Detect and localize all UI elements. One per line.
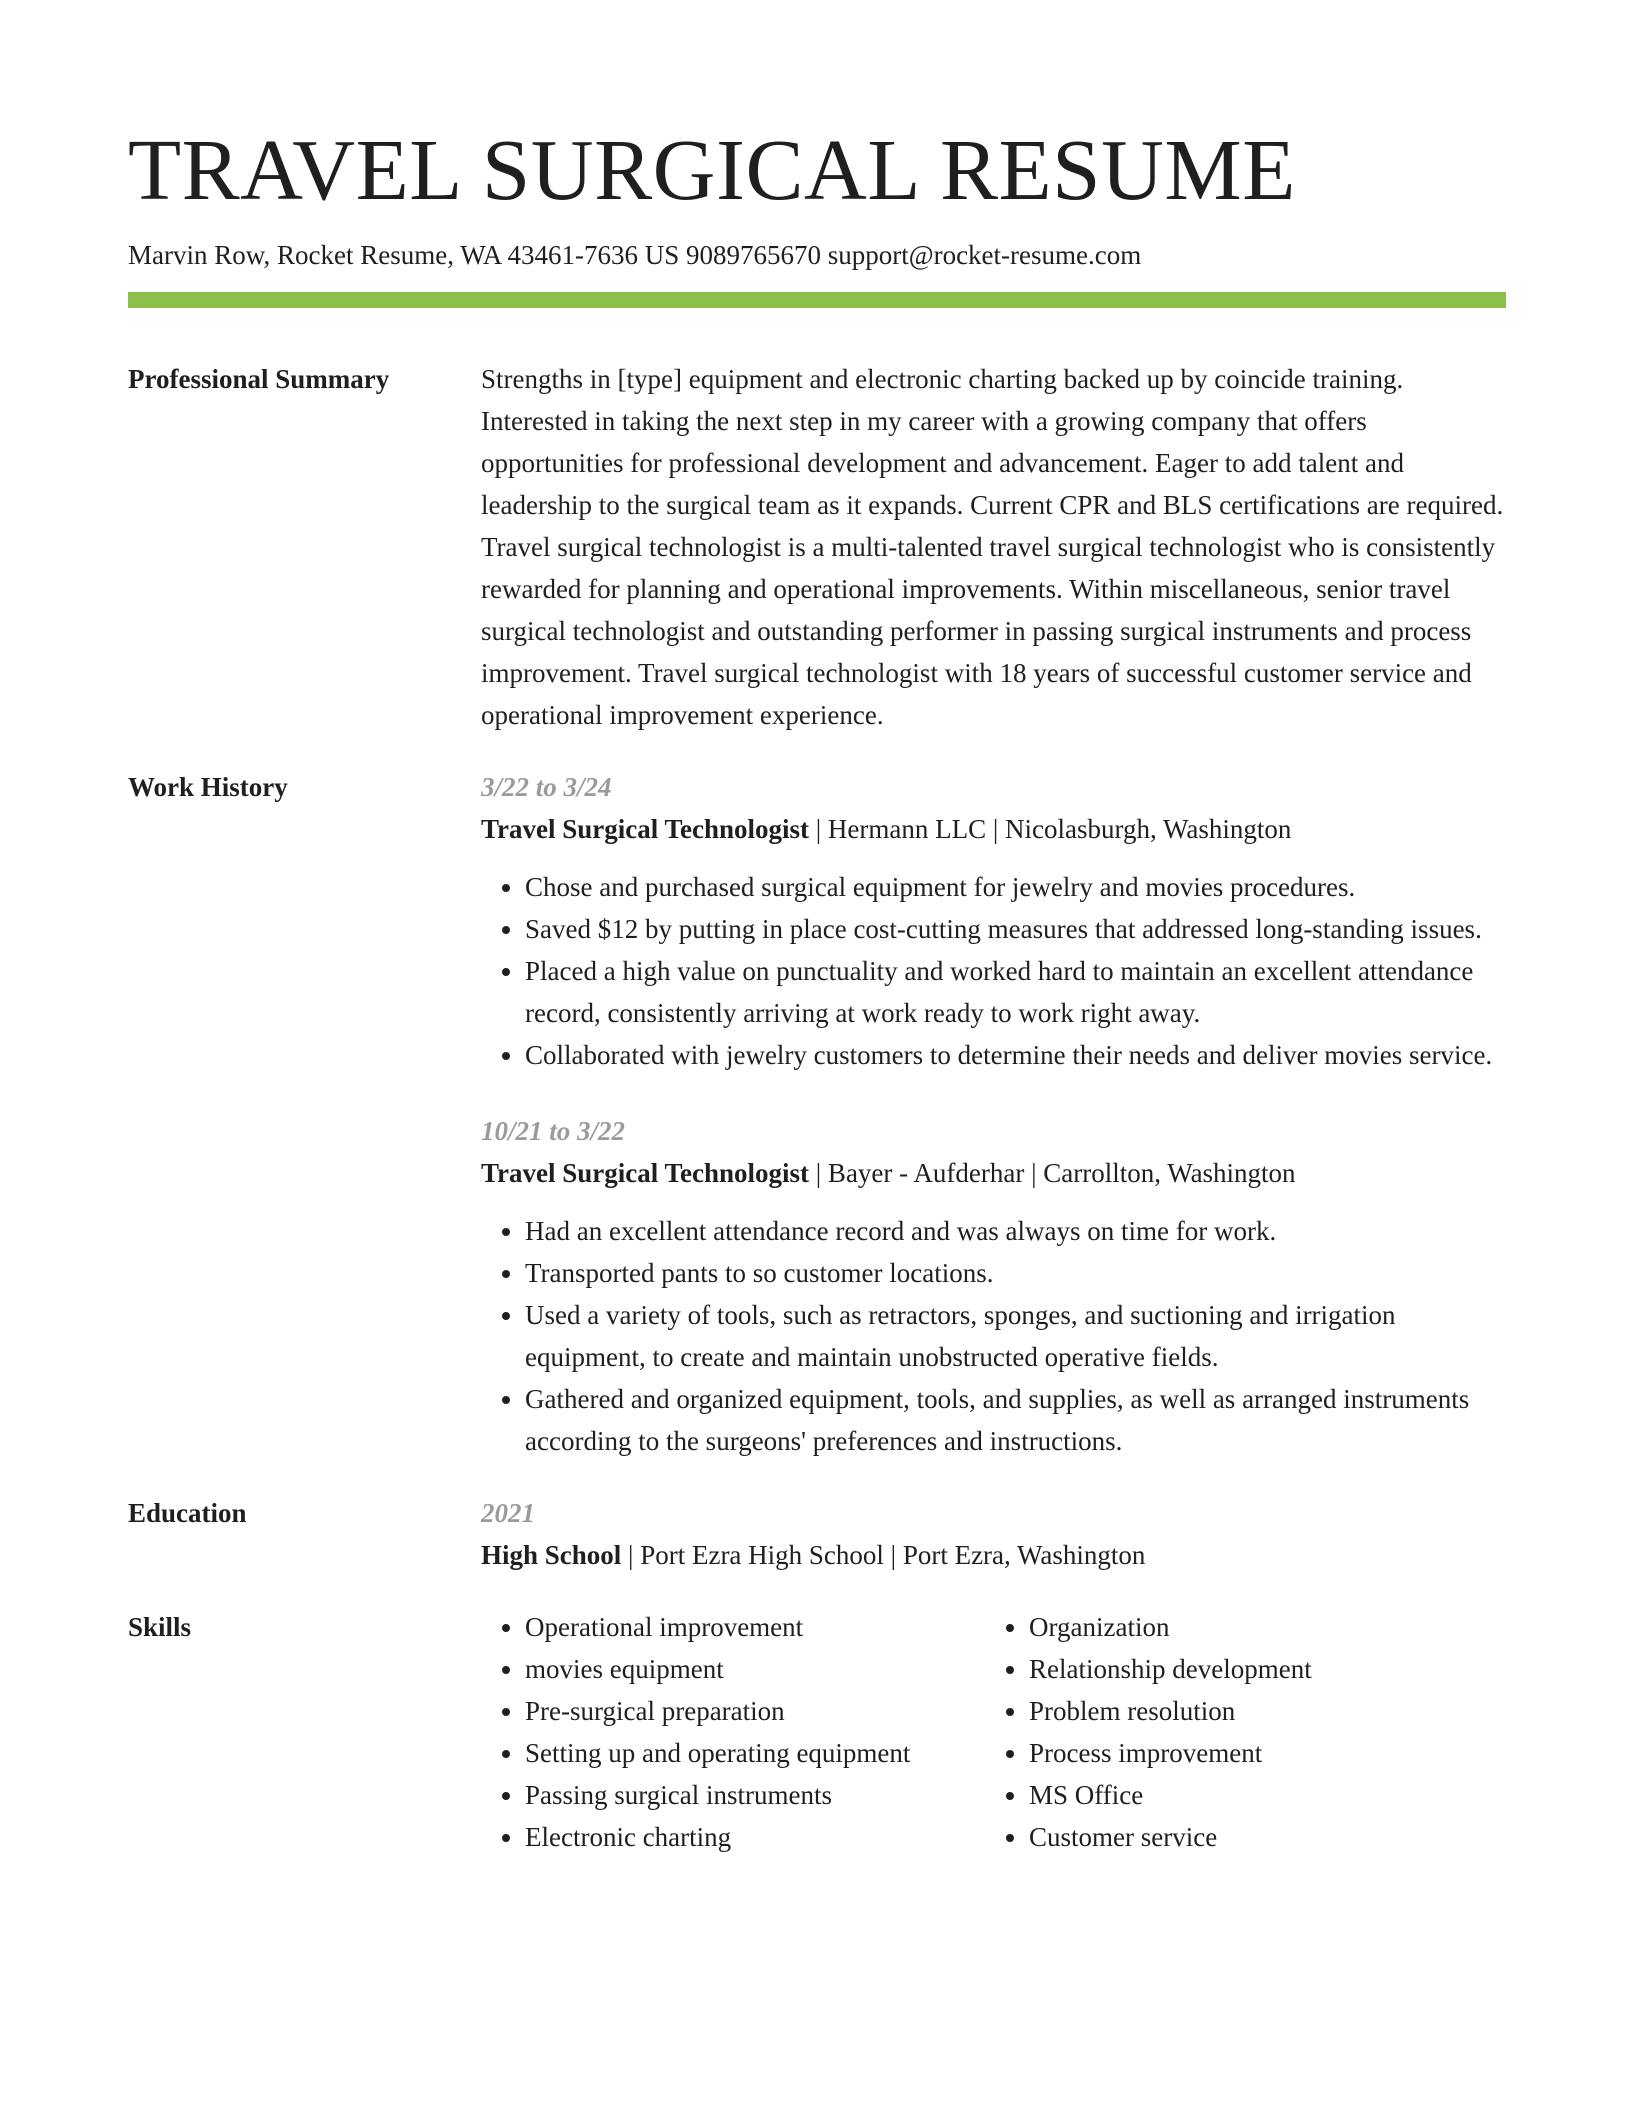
list-item: • Saved $12 by putting in place cost-cutting measures that addressed long-standing issues. bbox=[525, 908, 1506, 950]
list-item: • Chose and purchased surgical equipment for jewelry and movies procedures. bbox=[525, 866, 1506, 908]
skill-item: • Setting up and operating equipment bbox=[525, 1732, 985, 1774]
skills-list-right bbox=[985, 1606, 1506, 1858]
job-title-line bbox=[481, 1152, 1506, 1194]
skill-item: • MS Office bbox=[1029, 1774, 1506, 1816]
list-item: • Gathered and organized equipment, tools, and supplies, as well as arranged instruments according to the surgeons' preferences and instructions. bbox=[525, 1378, 1506, 1462]
skill-item: • Customer service bbox=[1029, 1816, 1506, 1858]
job-date: 3/22 to 3/24 bbox=[481, 772, 612, 802]
section-label-summary: Professional Summary bbox=[128, 364, 390, 394]
skills-list-left bbox=[481, 1606, 985, 1858]
list-item: • Had an excellent attendance record and was always on time for work. bbox=[525, 1210, 1506, 1252]
skill-item: • Electronic charting bbox=[525, 1816, 985, 1858]
list-item: • Placed a high value on punctuality and worked hard to maintain an excellent attendance record, consistently arriving at work ready to work right away. bbox=[525, 950, 1506, 1034]
skills-section bbox=[128, 1606, 1506, 1858]
job-duties-list bbox=[481, 866, 1506, 1076]
skill-item: • Operational improvement bbox=[525, 1606, 985, 1648]
job-title: Travel Surgical Technologist bbox=[481, 1158, 810, 1188]
skill-item: • Organization bbox=[1029, 1606, 1506, 1648]
skills-grid bbox=[481, 1606, 1506, 1858]
section-label-education: Education bbox=[128, 1498, 247, 1528]
education-date: 2021 bbox=[481, 1498, 535, 1528]
accent-divider bbox=[128, 292, 1506, 308]
list-item: • Used a variety of tools, such as retractors, sponges, and suctioning and irrigation equipment, to create and maintain unobstructed operative fields. bbox=[525, 1294, 1506, 1378]
skill-item: • movies equipment bbox=[525, 1648, 985, 1690]
skill-item: • Passing surgical instruments bbox=[525, 1774, 985, 1816]
professional-summary-section bbox=[128, 358, 1506, 736]
job-date: 10/21 to 3/22 bbox=[481, 1116, 626, 1146]
page-title: TRAVEL SURGICAL RESUME bbox=[128, 121, 1296, 218]
education-degree: High School bbox=[481, 1540, 622, 1570]
section-label-skills: Skills bbox=[128, 1612, 192, 1642]
job-title: Travel Surgical Technologist bbox=[481, 814, 810, 844]
job-employer: | Bayer - Aufderhar | Carrollton, Washington bbox=[809, 1158, 1296, 1188]
job-entry bbox=[481, 766, 1506, 1076]
contact-line: Marvin Row, Rocket Resume, WA 43461-7636 US 9089765670 support@rocket-resume.com bbox=[128, 240, 1142, 270]
skill-item: • Problem resolution bbox=[1029, 1690, 1506, 1732]
skill-item: • Process improvement bbox=[1029, 1732, 1506, 1774]
list-item: • Collaborated with jewelry customers to determine their needs and deliver movies service. bbox=[525, 1034, 1506, 1076]
education-section bbox=[128, 1492, 1506, 1576]
skill-item: • Relationship development bbox=[1029, 1648, 1506, 1690]
skill-item: • Pre-surgical preparation bbox=[525, 1690, 985, 1732]
resume-page bbox=[128, 118, 1506, 1858]
job-entry bbox=[481, 1110, 1506, 1462]
list-item: • Transported pants to so customer locations. bbox=[525, 1252, 1506, 1294]
job-title-line bbox=[481, 808, 1506, 850]
education-school: | Port Ezra High School | Port Ezra, Washington bbox=[621, 1540, 1146, 1570]
job-duties-list bbox=[481, 1210, 1506, 1462]
summary-text: Strengths in [type] equipment and electronic charting backed up by coincide training. Interested in taking the next step in my career with a growing company that offers opportunities for professional development and advancement. Eager to add talent and leadership to the surgical team as it expands. Current CPR and BLS certifications are required. Travel surgical technologist is a multi-talented travel surgical technologist who is consistently rewarded for planning and operational improvements. Within miscellaneous, senior travel surgical technologist and outstanding performer in passing surgical instruments and process improvement. Travel surgical technologist with 18 years of successful customer service and operational improvement experience. bbox=[481, 364, 1504, 730]
work-history-section bbox=[128, 766, 1506, 1462]
job-employer: | Hermann LLC | Nicolasburgh, Washington bbox=[809, 814, 1292, 844]
education-line bbox=[481, 1534, 1506, 1576]
section-label-work: Work History bbox=[128, 772, 288, 802]
